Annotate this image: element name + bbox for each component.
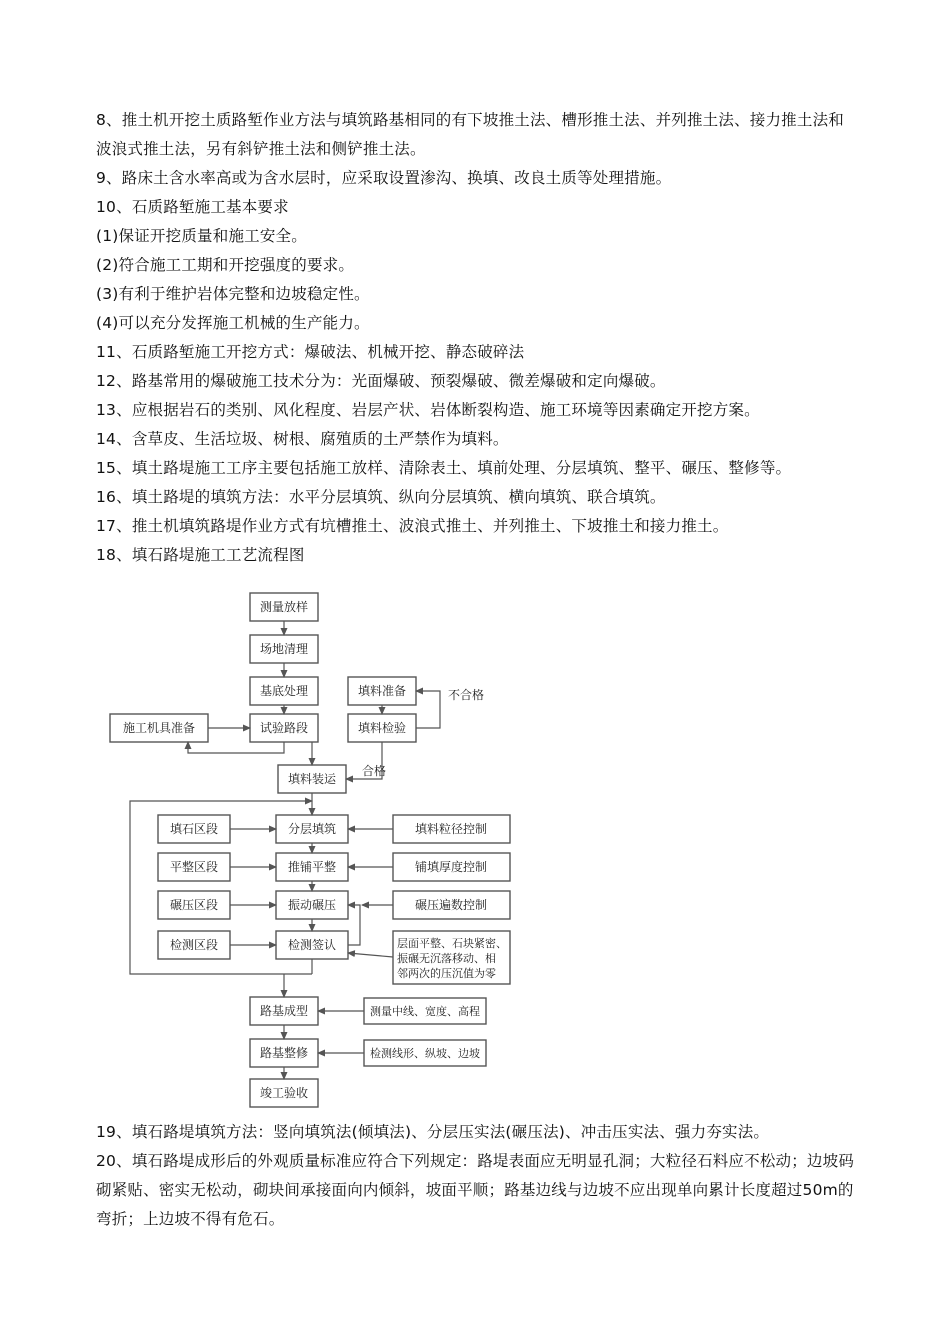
label-zone-check: 检测区段 [169,938,219,952]
text-p20: 20、填石路堤成形后的外观质量标准应符合下列规定：路堤表面应无明显孔洞；大粒径石料应不松动；边坡码砌紧贴、密实无松动，砌块间承接面向内倾斜，坡面平顺；路基边线与边坡不应出现单向累计长度超过50m的弯折；上边坡不得有危石。 [96,1152,855,1228]
label-inspect: 检测签认 [287,938,337,952]
label-trial: 试验路段 [259,721,309,735]
label-ctrl-quality-3: 邻两次的压沉值为零 [397,967,496,980]
text-p14: 14、含草皮、生活垃圾、树根、腐殖质的土严禁作为填料。 [96,430,509,448]
label-zone-roll: 碾压区段 [169,898,219,912]
label-clearing: 场地清理 [259,642,309,656]
label-survey: 测量放样 [259,600,309,614]
text-p18: 18、填石路堤施工工艺流程图 [96,546,305,564]
flowchart [100,585,530,1110]
label-machine-prep: 施工机具准备 [122,721,196,735]
label-fill-prep: 填料准备 [357,684,407,698]
label-ctrl-quality-2: 振碾无沉落移动、相 [397,952,496,965]
label-zone-fill: 填石区段 [169,822,219,836]
text-p12: 12、路基常用的爆破施工技术分为：光面爆破、预裂爆破、微差爆破和定向爆破。 [96,372,666,390]
text-p9: 9、路床土含水率高或为含水层时，应采取设置渗沟、换填、改良土质等处理措施。 [96,169,672,187]
text-p10-1: (1)保证开挖质量和施工安全。 [96,227,307,245]
label-zone-level: 平整区段 [169,860,219,874]
label-ctrl-quality-1: 层面平整、石块紧密、 [397,937,507,950]
text-p13: 13、应根据岩石的类别、风化程度、岩层产状、岩体断裂构造、施工环境等因素确定开挖方案。 [96,401,760,419]
label-spread: 推铺平整 [287,860,337,874]
label-fill-check: 填料检验 [357,721,407,735]
text-p10: 10、石质路堑施工基本要求 [96,198,289,216]
label-base: 基底处理 [259,684,309,698]
text-p17: 17、推土机填筑路堤作业方式有坑槽推土、波浪式推土、并列推土、下坡推土和接力推土。 [96,517,729,535]
label-unqualified-1: 不合格 [448,688,485,702]
arrow-ctrl-quality [348,953,393,957]
label-layer-fill: 分层填筑 [287,822,337,836]
text-p10-4: (4)可以充分发挥施工机械的生产能力。 [96,314,370,332]
arrow-fillcheck-loop [416,691,440,728]
text-p10-3: (3)有利于维护岩体完整和边坡稳定性。 [96,285,370,303]
label-form: 路基成型 [259,1004,309,1018]
label-trim: 路基整修 [259,1046,309,1060]
arrow-trial-machine-feedback [188,742,284,753]
label-qualified: 合格 [362,764,387,778]
text-p19: 19、填石路堤填筑方法：竖向填筑法(倾填法)、分层压实法(碾压法)、冲击压实法、强力夯实法。 [96,1123,770,1141]
label-accept: 竣工验收 [259,1086,309,1100]
text-p8: 8、推土机开挖土质路堑作业方法与填筑路基相同的有下坡推土法、槽形推土法、并列推土法、接力推土法和波浪式推土法，另有斜铲推土法和侧铲推土法。 [96,111,844,158]
label-check-line: 检测线形、纵坡、边坡 [370,1047,480,1060]
label-transport: 填料装运 [287,772,337,786]
text-p16: 16、填土路堤的填筑方法：水平分层填筑、纵向分层填筑、横向填筑、联合填筑。 [96,488,666,506]
arrow-inspect-compact-loop [348,905,360,945]
label-ctrl-passes: 碾压遍数控制 [414,898,488,912]
text-p10-2: (2)符合施工工期和开挖强度的要求。 [96,256,355,274]
label-compact: 振动碾压 [287,898,337,912]
text-p11: 11、石质路堑施工开挖方式：爆破法、机械开挖、静态破碎法 [96,343,525,361]
label-ctrl-thick: 铺填厚度控制 [414,860,488,874]
label-ctrl-size: 填料粒径控制 [414,822,488,836]
label-measure: 测量中线、宽度、高程 [370,1005,480,1018]
text-p15: 15、填土路堤施工工序主要包括施工放样、清除表土、填前处理、分层填筑、整平、碾压、整修等。 [96,459,792,477]
